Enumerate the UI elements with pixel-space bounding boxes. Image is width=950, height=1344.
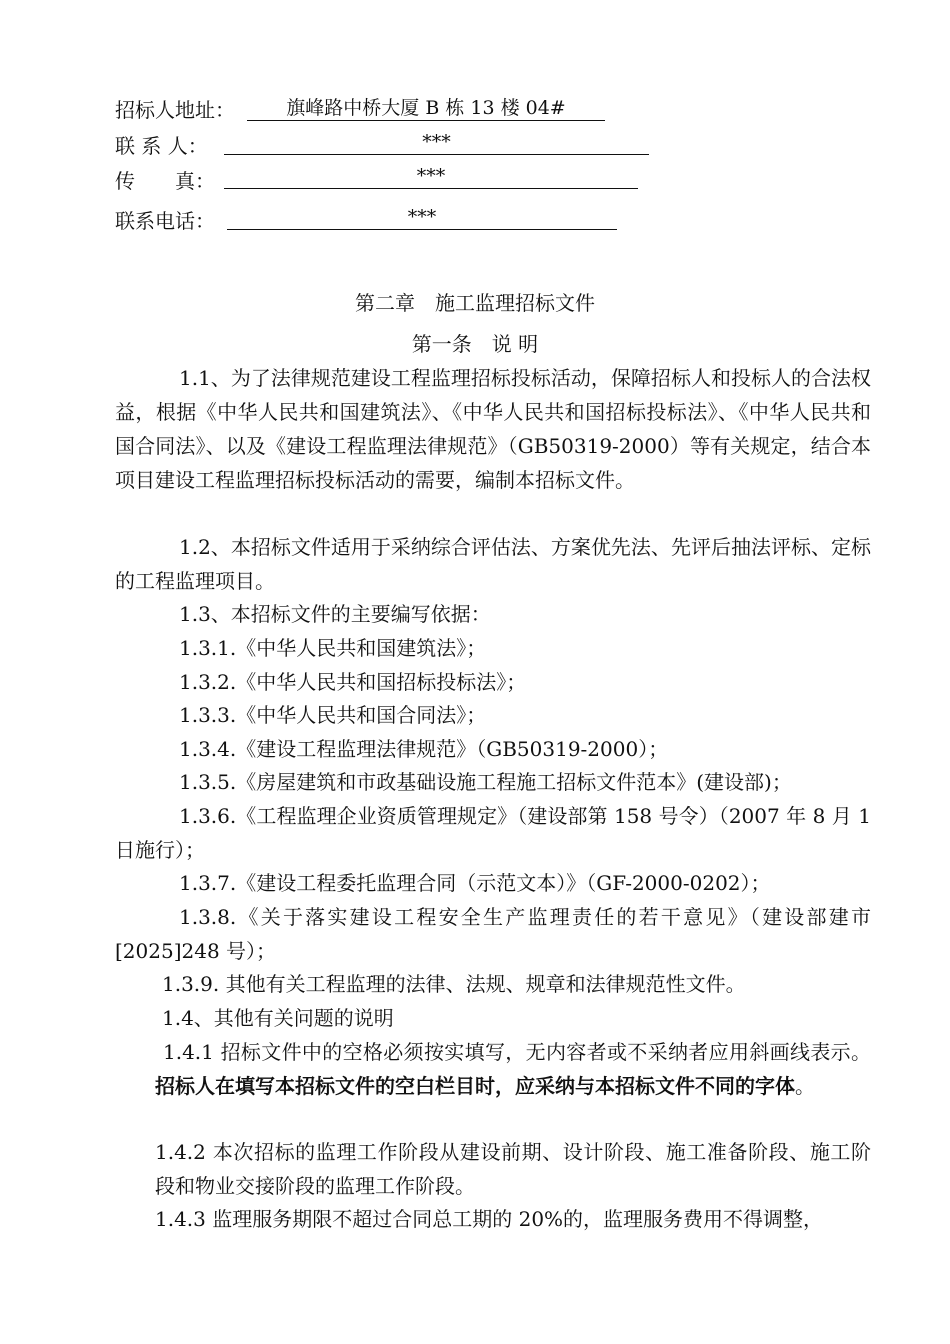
paragraph-1-4-1 (155, 1035, 871, 1103)
paragraph-1-3-6: 1.3.6.《工程监理企业资质管理规定》（建设部第 158 号令）（2007 年 8 月 1 日施行）； (115, 804, 871, 862)
paragraph-1-2: 1.2、本招标文件适用于采纳综合评估法、方案优先法、先评后抽法评标、定标的工程监理项目。 (115, 535, 871, 593)
paragraph-1-3-2: 1.3.2.《中华人民共和国招标投标法》； (179, 670, 527, 694)
fax-field: *** (224, 164, 638, 189)
paragraph-1-4-1-text: 1.4.1 招标文件中的空格必须按实填写，无内容者或不采纳者应用斜画线表示。 (163, 1040, 871, 1064)
contact-field: *** (224, 130, 649, 155)
paragraph-1-3-4: 1.3.4.《建设工程监理法律规范》（GB50319-2000）； (179, 737, 669, 761)
paragraph-1-1: 1.1、为了法律规范建设工程监理招标投标活动，保障招标人和投标人的合法权益，根据《中华人民共和国建筑法》、《中华人民共和国招标投标法》、《中华人民共和国合同法》、以及《建设工程监理法律规范》（GB50319-2000）等有关规定，结合本项目建设工程监理招标投标活动的需要，编制本招标文件。 (115, 366, 871, 492)
paragraph-1-3-9: 1.3.9. 其他有关工程监理的法律、法规、规章和法律规范性文件。 (162, 972, 746, 996)
fax-label: 传 真： (115, 169, 215, 193)
paragraph-1-4-1-end: 。 (795, 1074, 815, 1098)
phone-field: *** (227, 205, 617, 230)
paragraph-1-3-3: 1.3.3.《中华人民共和国合同法》； (179, 703, 487, 727)
paragraph-1-4-1-bold: 招标人在填写本招标文件的空白栏目时，应采纳与本招标文件不同的字体 (155, 1074, 795, 1098)
paragraph-1-3-8: 1.3.8.《关于落实建设工程安全生产监理责任的若干意见》（建设部建市[2025]248 号）； (115, 905, 871, 963)
phone-label: 联系电话： (115, 209, 215, 233)
chapter-title: 第二章 施工监理招标文件 (355, 291, 595, 315)
paragraph-1-3-1: 1.3.1.《中华人民共和国建筑法》； (179, 636, 487, 660)
address-label: 招标人地址： (115, 98, 235, 122)
paragraph-1-3-7: 1.3.7.《建设工程委托监理合同（示范文本）》（GF-2000-0202）； (179, 871, 771, 895)
contact-label: 联 系 人： (115, 134, 208, 158)
paragraph-1-3-5: 1.3.5.《房屋建筑和市政基础设施工程施工招标文件范本》(建设部)； (179, 770, 792, 794)
paragraph-1-4-2: 1.4.2 本次招标的监理工作阶段从建设前期、设计阶段、施工准备阶段、施工阶段和物业交接阶段的监理工作阶段。 (155, 1140, 871, 1198)
article-title: 第一条 说 明 (411, 332, 539, 356)
paragraph-1-4-3: 1.4.3 监理服务期限不超过合同总工期的 20%的，监理服务费用不得调整， (155, 1207, 824, 1231)
address-field: 旗峰路中桥大厦 B 栋 13 楼 04# (247, 96, 605, 121)
paragraph-1-3: 1.3、本招标文件的主要编写依据： (179, 602, 491, 626)
paragraph-1-4: 1.4、其他有关问题的说明 (162, 1006, 394, 1030)
